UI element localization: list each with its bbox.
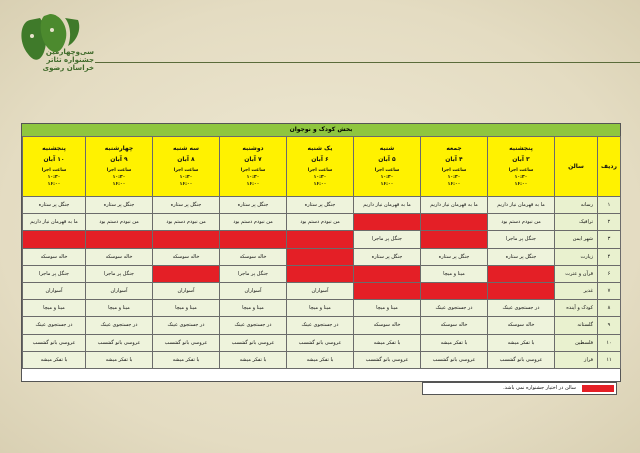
show-cell: جنگل پر ماجرا: [86, 265, 153, 282]
unavailable-cell: [287, 248, 354, 265]
hall-name: فراز: [555, 351, 598, 368]
unavailable-cell: [354, 282, 421, 299]
table-row: [23, 248, 621, 265]
time-slot: ۱۰:۳۰: [313, 174, 327, 180]
show-cell: جنگل پر ماجرا: [488, 231, 555, 248]
row-number: ۱۰: [598, 334, 621, 351]
row-number: ۶: [598, 265, 621, 282]
show-cell: جنگل پر ستاره: [23, 197, 86, 214]
show-cell: خاله سوسکه: [220, 248, 287, 265]
unavailable-cell: [488, 265, 555, 282]
unavailable-cell: [287, 231, 354, 248]
day-header: [153, 137, 220, 197]
time-slot: ۱۰:۳۰: [447, 174, 461, 180]
show-cell: جنگل پر ستاره: [86, 197, 153, 214]
table-row: [23, 300, 621, 317]
show-cell: با تفکر میشه: [354, 334, 421, 351]
header-rule: [95, 62, 640, 63]
show-cell: جنگل پر ماجرا: [220, 265, 287, 282]
time-slot: ۱۶:۰۰: [447, 181, 461, 187]
day-date: ۶ آبان: [311, 155, 329, 163]
hall-name: زیارت: [555, 248, 598, 265]
day-name: جمعه: [446, 144, 462, 152]
show-cell: در جستجوی عینک: [488, 300, 555, 317]
day-date: ۴ آبان: [445, 155, 463, 163]
row-number: ۴: [598, 248, 621, 265]
day-header: [23, 137, 86, 197]
day-name: شنبه: [379, 144, 395, 152]
time-slot: ۱۶:۰۰: [47, 181, 61, 187]
show-cell: عروسی بانو گشسب: [220, 334, 287, 351]
show-cell: ما به قهرمان نیاز داریم: [488, 197, 555, 214]
show-cell: مینا و میچا: [354, 300, 421, 317]
show-cell: جنگل پر ستاره: [354, 248, 421, 265]
show-cell: جنگل پر ماجرا: [354, 231, 421, 248]
show-cell: مینا و میچا: [220, 300, 287, 317]
day-header: [421, 137, 488, 197]
day-name: پنجشنبه: [42, 144, 66, 152]
schedule-table: [22, 136, 621, 369]
hall-name: قرآن و عترت: [555, 265, 598, 282]
unavailable-cell: [23, 231, 86, 248]
show-cell: خاله سوسکه: [153, 248, 220, 265]
show-cell: خاله سوسکه: [421, 317, 488, 334]
show-cell: مینا و میچا: [421, 265, 488, 282]
time-label: ساعت اجرا: [441, 167, 467, 173]
show-cell: با تفکر میشه: [153, 351, 220, 368]
hall-name: غدیر: [555, 282, 598, 299]
show-cell: عروسی بانو گشسب: [488, 351, 555, 368]
day-date: ۱۰ آبان: [43, 155, 65, 163]
time-label: ساعت اجرا: [41, 167, 67, 173]
time-slot: ۱۶:۰۰: [313, 181, 327, 187]
show-cell: عروسی بانو گشسب: [23, 334, 86, 351]
show-cell: عروسی بانو گشسب: [86, 334, 153, 351]
table-row: [23, 334, 621, 351]
hall-name: شهر ایمن: [555, 231, 598, 248]
table-row: [23, 231, 621, 248]
day-date: ۸ آبان: [177, 155, 195, 163]
show-cell: خاله سوسکه: [354, 317, 421, 334]
show-cell: من نبودم دستم بود: [86, 214, 153, 231]
unavailable-cell: [153, 265, 220, 282]
day-date: ۹ آبان: [110, 155, 128, 163]
show-cell: آسواران: [153, 282, 220, 299]
hall-name: رسانه: [555, 197, 598, 214]
time-label: ساعت اجرا: [307, 167, 333, 173]
legend-text: سالن در اختیار جشنواره نمی باشد.: [503, 385, 576, 391]
show-cell: آسواران: [86, 282, 153, 299]
row-number: ۸: [598, 300, 621, 317]
row-number: ۷: [598, 282, 621, 299]
row-number: ۲: [598, 214, 621, 231]
time-slot: ۱۶:۰۰: [380, 181, 394, 187]
time-label: ساعت اجرا: [240, 167, 266, 173]
day-header: [220, 137, 287, 197]
section-title: بخش کودک و نوجوان: [22, 124, 620, 136]
time-slot: ۱۰:۳۰: [380, 174, 394, 180]
row-number: ۱۱: [598, 351, 621, 368]
show-cell: عروسی بانو گشسب: [421, 351, 488, 368]
show-cell: با تفکر میشه: [488, 334, 555, 351]
show-cell: جنگل پر ستاره: [153, 197, 220, 214]
show-cell: با تفکر میشه: [23, 351, 86, 368]
show-cell: مینا و میچا: [86, 300, 153, 317]
schedule-sheet: [21, 123, 621, 382]
show-cell: من نبودم دستم بود: [488, 214, 555, 231]
show-cell: من نبودم دستم بود: [287, 214, 354, 231]
show-cell: در جستجوی عینک: [153, 317, 220, 334]
unavailable-cell: [421, 214, 488, 231]
time-slot: ۱۶:۰۰: [246, 181, 260, 187]
table-row: [23, 214, 621, 231]
show-cell: مینا و میچا: [287, 300, 354, 317]
column-header-hall: سالن: [555, 137, 598, 197]
day-header: [86, 137, 153, 197]
show-cell: ما به قهرمان نیاز داریم: [23, 214, 86, 231]
day-date: ۵ آبان: [378, 155, 396, 163]
show-cell: جنگل پر ماجرا: [23, 265, 86, 282]
show-cell: در جستجوی عینک: [23, 317, 86, 334]
unavailable-cell: [220, 231, 287, 248]
table-row: [23, 351, 621, 368]
show-cell: با تفکر میشه: [220, 351, 287, 368]
show-cell: ما به قهرمان نیاز داریم: [354, 197, 421, 214]
row-number: ۳: [598, 231, 621, 248]
show-cell: خاله سوسکه: [86, 248, 153, 265]
legend-swatch: [582, 385, 614, 392]
day-header: [488, 137, 555, 197]
unavailable-cell: [86, 231, 153, 248]
unavailable-cell: [421, 282, 488, 299]
time-label: ساعت اجرا: [106, 167, 132, 173]
day-date: ۳ آبان: [512, 155, 530, 163]
show-cell: جنگل پر ستاره: [220, 197, 287, 214]
show-cell: آسواران: [23, 282, 86, 299]
time-label: ساعت اجرا: [173, 167, 199, 173]
table-row: [23, 197, 621, 214]
show-cell: در جستجوی عینک: [421, 300, 488, 317]
show-cell: در جستجوی عینک: [287, 317, 354, 334]
column-header-row-number: ردیف: [598, 137, 621, 197]
day-header: [354, 137, 421, 197]
show-cell: خاله سوسکه: [23, 248, 86, 265]
unavailable-cell: [488, 282, 555, 299]
unavailable-cell: [354, 265, 421, 282]
time-label: ساعت اجرا: [374, 167, 400, 173]
show-cell: من نبودم دستم بود: [220, 214, 287, 231]
time-slot: ۱۶:۰۰: [179, 181, 193, 187]
time-slot: ۱۰:۳۰: [514, 174, 528, 180]
show-cell: با تفکر میشه: [287, 351, 354, 368]
hall-name: ترافیک: [555, 214, 598, 231]
show-cell: ما به قهرمان نیاز داریم: [421, 197, 488, 214]
day-name: سه شنبه: [172, 144, 200, 152]
festival-logo-text: سی‌وچهارمین جشنواره تئاتر خراسان رضوی: [42, 48, 94, 72]
show-cell: در جستجوی عینک: [220, 317, 287, 334]
show-cell: با تفکر میشه: [421, 334, 488, 351]
day-name: پنجشنبه: [509, 144, 533, 152]
table-row: [23, 265, 621, 282]
time-slot: ۱۶:۰۰: [514, 181, 528, 187]
unavailable-cell: [354, 214, 421, 231]
hall-name: فلسطین: [555, 334, 598, 351]
table-row: [23, 282, 621, 299]
time-slot: ۱۰:۳۰: [246, 174, 260, 180]
show-cell: عروسی بانو گشسب: [153, 334, 220, 351]
show-cell: خاله سوسکه: [488, 317, 555, 334]
time-slot: ۱۰:۳۰: [112, 174, 126, 180]
day-name: یک شنبه: [307, 144, 333, 152]
show-cell: عروسی بانو گشسب: [287, 334, 354, 351]
show-cell: جنگل پر ستاره: [287, 197, 354, 214]
hall-name: کودک و آینده: [555, 300, 598, 317]
time-slot: ۱۰:۳۰: [179, 174, 193, 180]
legend: [422, 382, 617, 395]
show-cell: آسواران: [220, 282, 287, 299]
day-date: ۷ آبان: [244, 155, 262, 163]
time-slot: ۱۰:۳۰: [47, 174, 61, 180]
row-number: ۱: [598, 197, 621, 214]
unavailable-cell: [153, 231, 220, 248]
unavailable-cell: [421, 231, 488, 248]
show-cell: مینا و میچا: [153, 300, 220, 317]
show-cell: عروسی بانو گشسب: [354, 351, 421, 368]
day-name: دوشنبه: [242, 144, 264, 152]
show-cell: من نبودم دستم بود: [153, 214, 220, 231]
show-cell: در جستجوی عینک: [86, 317, 153, 334]
show-cell: جنگل پر ستاره: [421, 248, 488, 265]
day-name: چهارشنبه: [104, 144, 134, 152]
hall-name: گلستانه: [555, 317, 598, 334]
day-header: [287, 137, 354, 197]
show-cell: جنگل پر ستاره: [488, 248, 555, 265]
row-number: ۹: [598, 317, 621, 334]
time-label: ساعت اجرا: [508, 167, 534, 173]
show-cell: آسواران: [287, 282, 354, 299]
show-cell: مینا و میچا: [23, 300, 86, 317]
show-cell: با تفکر میشه: [86, 351, 153, 368]
unavailable-cell: [287, 265, 354, 282]
table-row: [23, 317, 621, 334]
time-slot: ۱۶:۰۰: [112, 181, 126, 187]
